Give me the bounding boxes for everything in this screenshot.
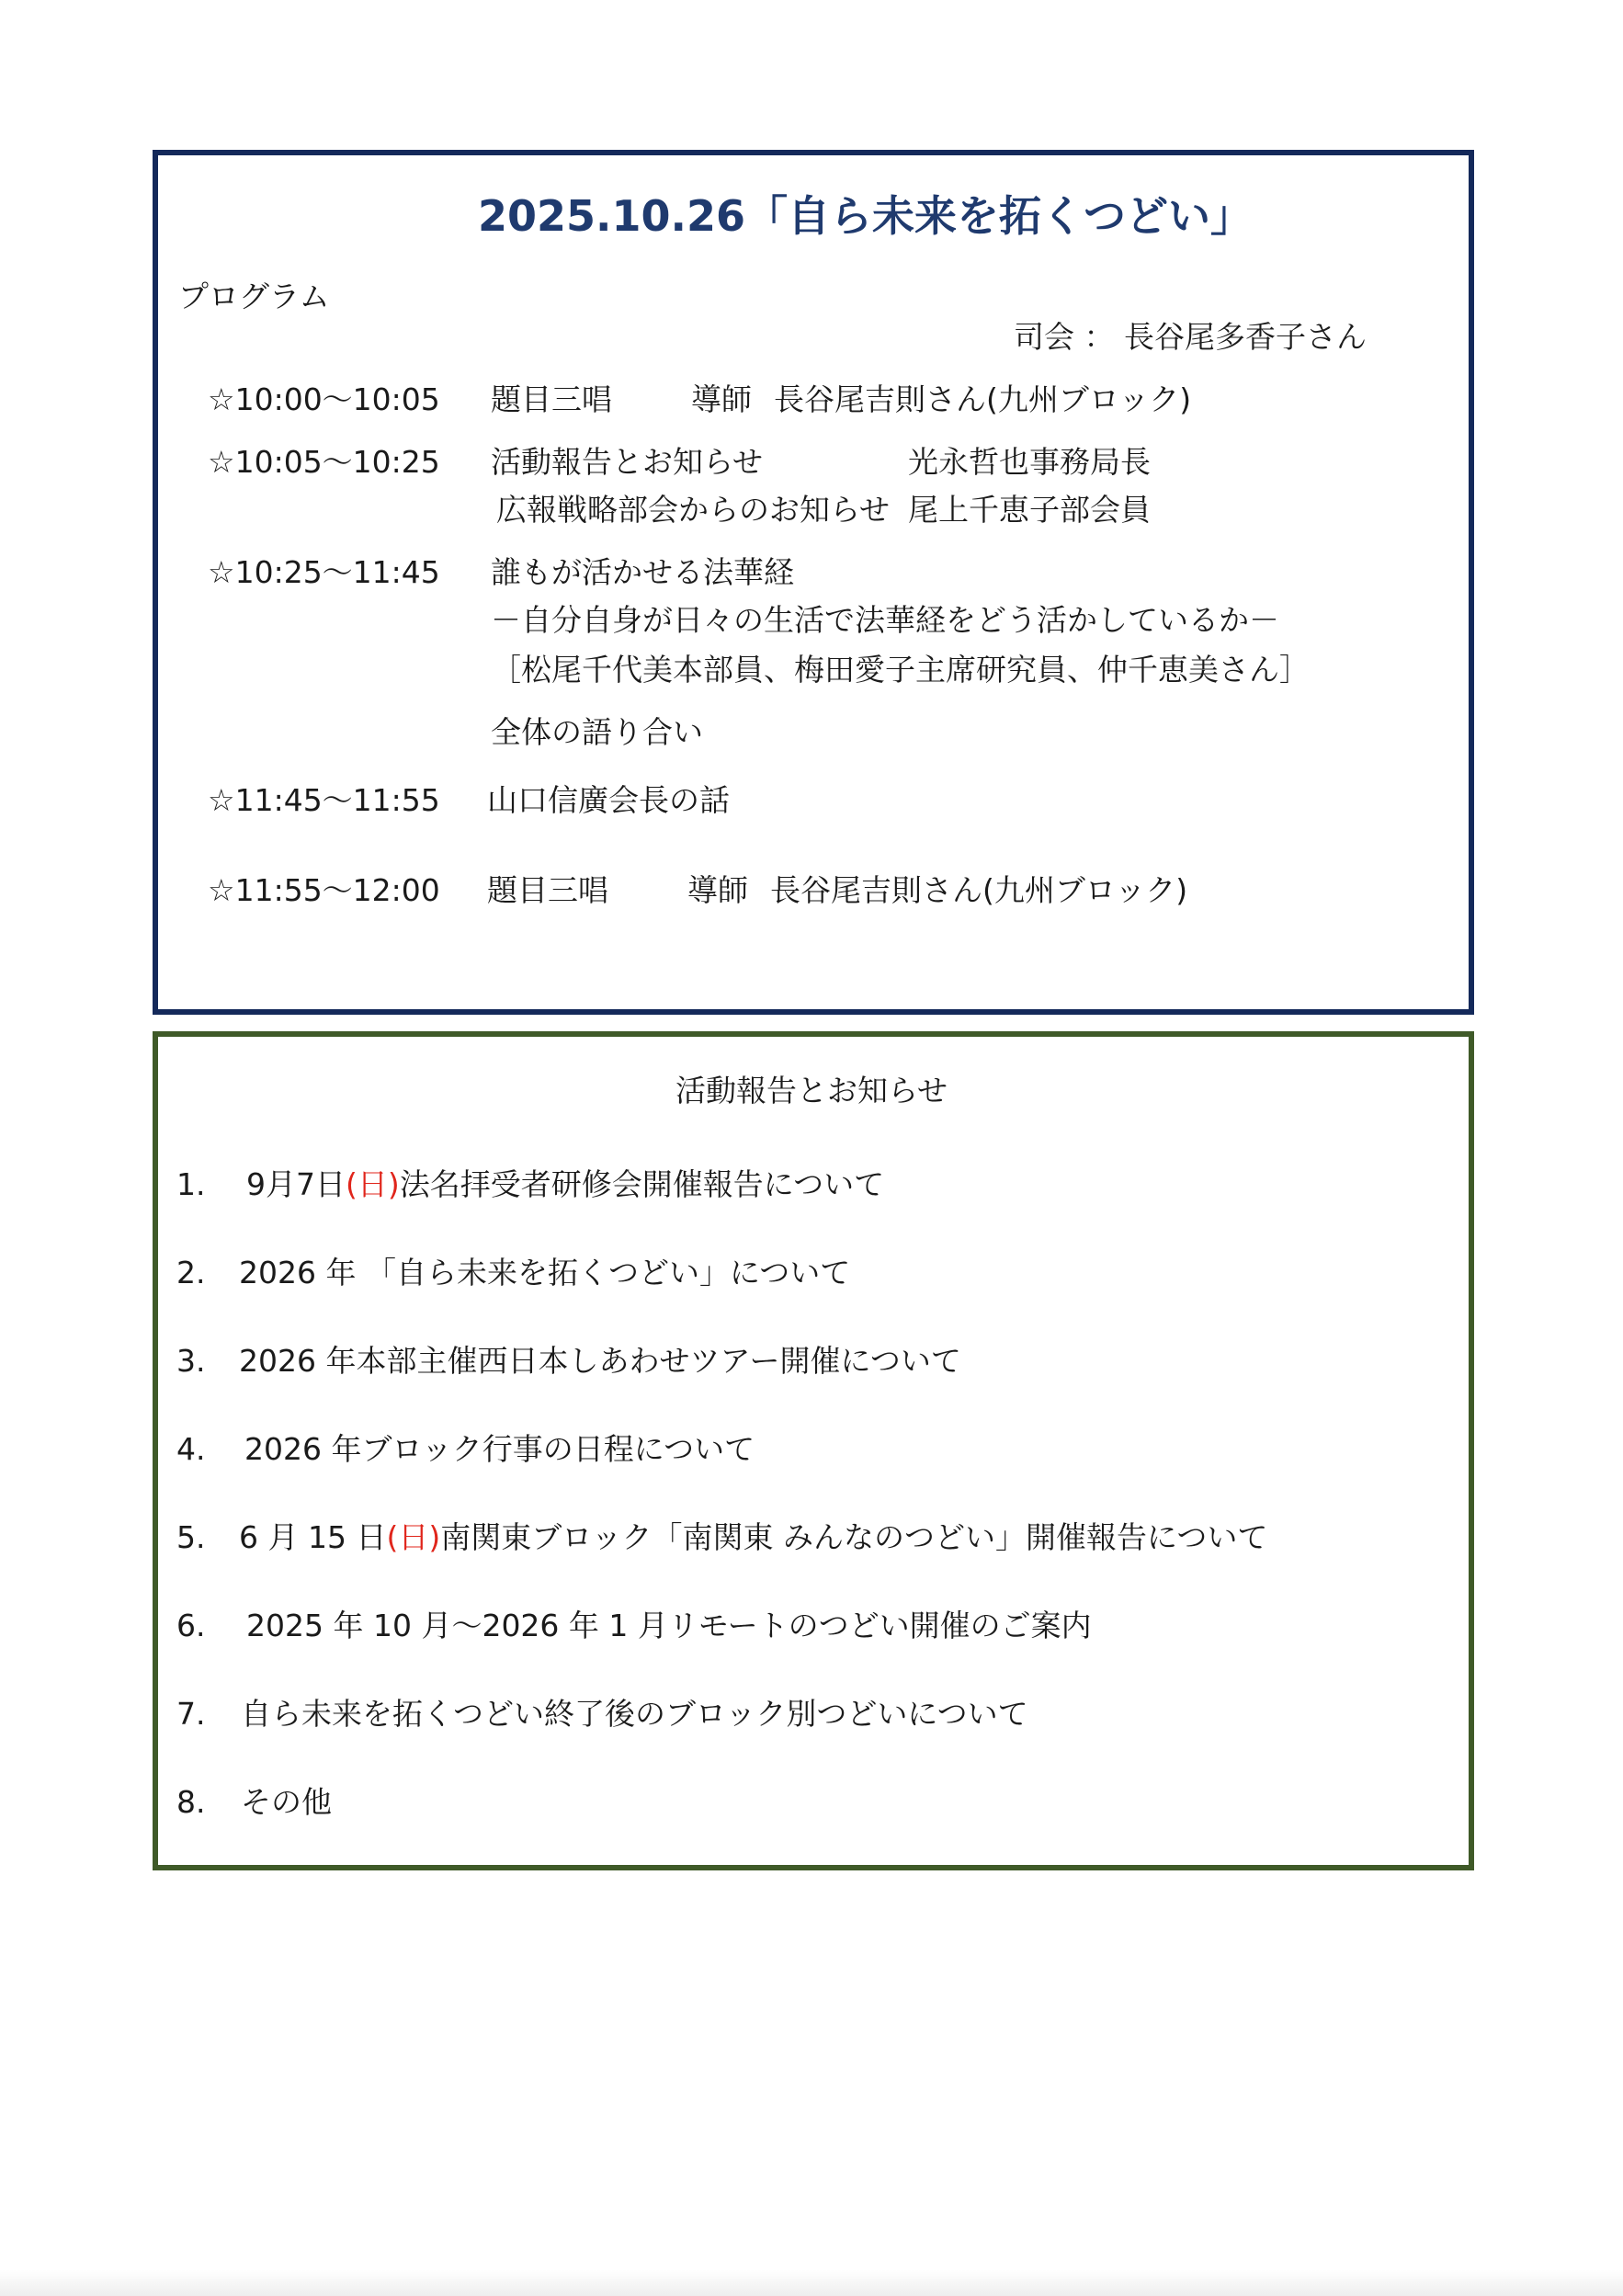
notice-text: その他 <box>241 1784 332 1820</box>
notice-number: 6. <box>176 1608 206 1643</box>
paren-open: ( <box>386 1519 399 1555</box>
notice-item <box>246 1166 885 1202</box>
program-time: ☆11:45～11:55 <box>208 782 440 818</box>
program-person: 長谷尾吉則さん(九州ブロック) <box>774 381 1192 417</box>
program-time: ☆11:55～12:00 <box>208 872 440 908</box>
notice-date: 6 月 15 日 <box>239 1519 387 1555</box>
notice-number: 5. <box>176 1519 206 1555</box>
program-subtitle: －自分自身が日々の生活で法華経をどう活かしているか－ <box>491 602 1279 638</box>
program-item: 題目三唱 <box>487 872 608 908</box>
notice-number: 8. <box>176 1784 206 1820</box>
sunday-mark: 日 <box>398 1519 429 1555</box>
program-heading: プログラム <box>178 278 330 314</box>
page-bottom-shadow <box>0 2270 1623 2296</box>
notice-text: 自ら未来を拓くつどい終了後のブロック別つどいについて <box>241 1696 1028 1732</box>
mc-line: 司会 ： 長谷尾多香子さん <box>1014 319 1367 355</box>
paren-close: ) <box>428 1519 441 1555</box>
notice-text: 2026 年本部主催西日本しあわせツアー開催について <box>239 1343 961 1379</box>
notice-text: 法名拝受者研修会開催報告について <box>399 1166 885 1202</box>
notice-item <box>239 1519 1268 1555</box>
program-person: 尾上千恵子部会員 <box>908 492 1151 528</box>
program-role: 導師 <box>687 872 748 908</box>
notice-date: 9月7日 <box>246 1166 346 1202</box>
notice-text: 2025 年 10 月～2026 年 1 月リモートのつどい開催のご案内 <box>246 1608 1092 1643</box>
notice-number: 3. <box>176 1343 206 1379</box>
program-item: 誰もが活かせる法華経 <box>491 554 794 590</box>
sunday-mark: 日 <box>357 1166 388 1202</box>
paren-open: ( <box>346 1166 358 1202</box>
program-item: 山口信廣会長の話 <box>487 782 730 818</box>
program-time: ☆10:25～11:45 <box>208 554 440 590</box>
program-role: 導師 <box>691 381 752 417</box>
notice-text: 2026 年 「自ら未来を拓くつどい」について <box>239 1255 851 1290</box>
program-time: ☆10:00～10:05 <box>208 381 440 417</box>
notice-number: 7. <box>176 1696 206 1732</box>
program-title: 2025.10.26「自ら未来を拓くつどい」 <box>478 191 1254 241</box>
program-person: 光永哲也事務局長 <box>908 444 1151 480</box>
program-members: ［松尾千代美本部員、梅田愛子主席研究員、仲千恵美さん］ <box>491 652 1310 688</box>
notice-number: 4. <box>176 1431 206 1467</box>
notice-number: 2. <box>176 1255 206 1290</box>
program-person: 長谷尾吉則さん(九州ブロック) <box>770 872 1188 908</box>
program-time: ☆10:05～10:25 <box>208 444 440 480</box>
program-item: 全体の語り合い <box>491 714 703 750</box>
notices-heading: 活動報告とお知らせ <box>675 1073 948 1108</box>
paren-close: ) <box>387 1166 400 1202</box>
notice-text: 2026 年ブロック行事の日程について <box>244 1431 755 1467</box>
notice-text: 南関東ブロック「南関東 みんなのつどい」開催報告について <box>440 1519 1268 1555</box>
program-item: 広報戦略部会からのお知らせ <box>496 492 891 528</box>
program-item: 題目三唱 <box>491 381 612 417</box>
program-item: 活動報告とお知らせ <box>491 444 764 480</box>
notice-number: 1. <box>176 1166 206 1202</box>
